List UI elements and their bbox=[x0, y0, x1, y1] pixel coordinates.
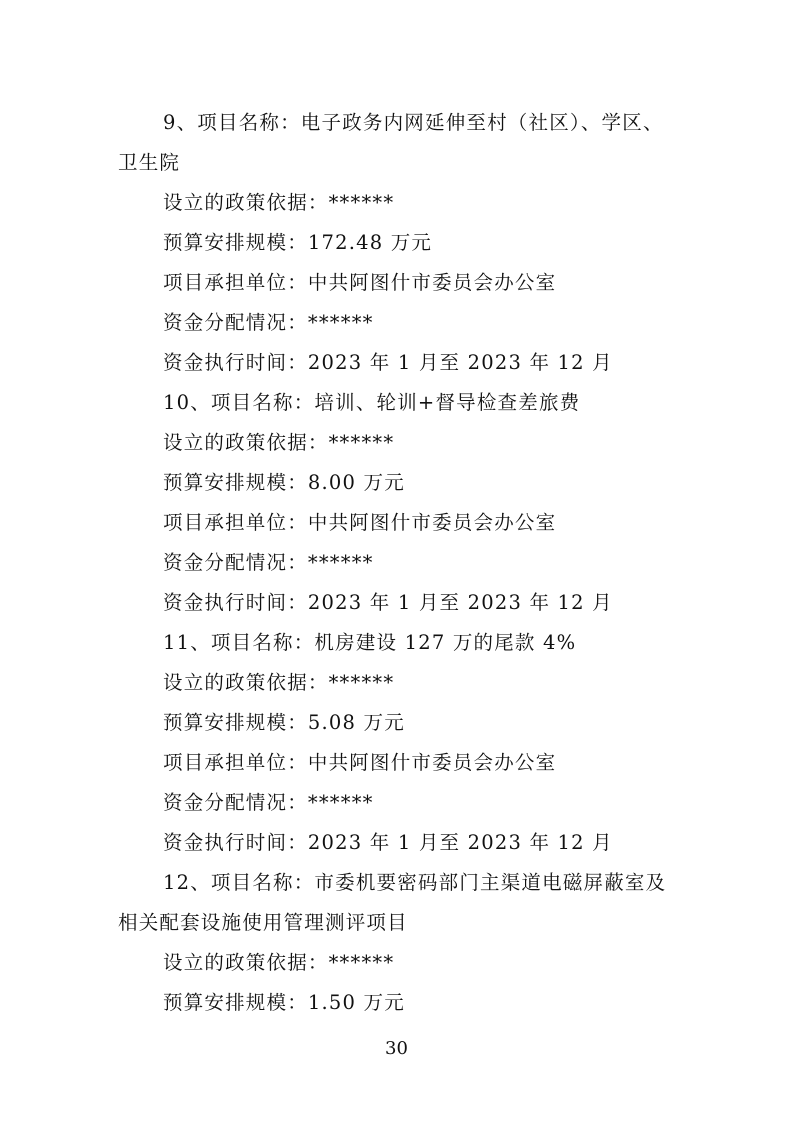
project-11-responsible-unit: 项目承担单位：中共阿图什市委员会办公室 bbox=[163, 751, 557, 774]
project-9-responsible-unit: 项目承担单位：中共阿图什市委员会办公室 bbox=[163, 271, 557, 294]
project-12-title-continued: 相关配套设施使用管理测评项目 bbox=[118, 911, 408, 934]
project-10-responsible-unit: 项目承担单位：中共阿图什市委员会办公室 bbox=[163, 511, 557, 534]
project-9-budget-scale: 预算安排规模：172.48 万元 bbox=[163, 231, 433, 254]
project-9-execution-time: 资金执行时间：2023 年 1 月至 2023 年 12 月 bbox=[163, 351, 613, 374]
project-11-title: 11、项目名称：机房建设 127 万的尾款 4% bbox=[163, 631, 577, 654]
project-12-title: 12、项目名称：市委机要密码部门主渠道电磁屏蔽室及 bbox=[163, 871, 667, 894]
project-11-fund-allocation: 资金分配情况：****** bbox=[163, 791, 374, 814]
project-9-title-continued: 卫生院 bbox=[118, 151, 181, 174]
project-12-budget-scale: 预算安排规模：1.50 万元 bbox=[163, 991, 405, 1014]
project-9-title: 9、项目名称：电子政务内网延伸至村（社区）、学区、 bbox=[163, 111, 664, 134]
page-number: 30 bbox=[385, 1038, 408, 1059]
project-10-fund-allocation: 资金分配情况：****** bbox=[163, 551, 374, 574]
project-10-policy-basis: 设立的政策依据：****** bbox=[163, 431, 395, 454]
project-10-title: 10、项目名称：培训、轮训+督导检查差旅费 bbox=[163, 391, 581, 414]
project-12-policy-basis: 设立的政策依据：****** bbox=[163, 951, 395, 974]
project-11-budget-scale: 预算安排规模：5.08 万元 bbox=[163, 711, 405, 734]
project-10-execution-time: 资金执行时间：2023 年 1 月至 2023 年 12 月 bbox=[163, 591, 613, 614]
project-11-policy-basis: 设立的政策依据：****** bbox=[163, 671, 395, 694]
project-10-budget-scale: 预算安排规模：8.00 万元 bbox=[163, 471, 405, 494]
project-9-fund-allocation: 资金分配情况：****** bbox=[163, 311, 374, 334]
project-11-execution-time: 资金执行时间：2023 年 1 月至 2023 年 12 月 bbox=[163, 831, 613, 854]
project-9-policy-basis: 设立的政策依据：****** bbox=[163, 191, 395, 214]
